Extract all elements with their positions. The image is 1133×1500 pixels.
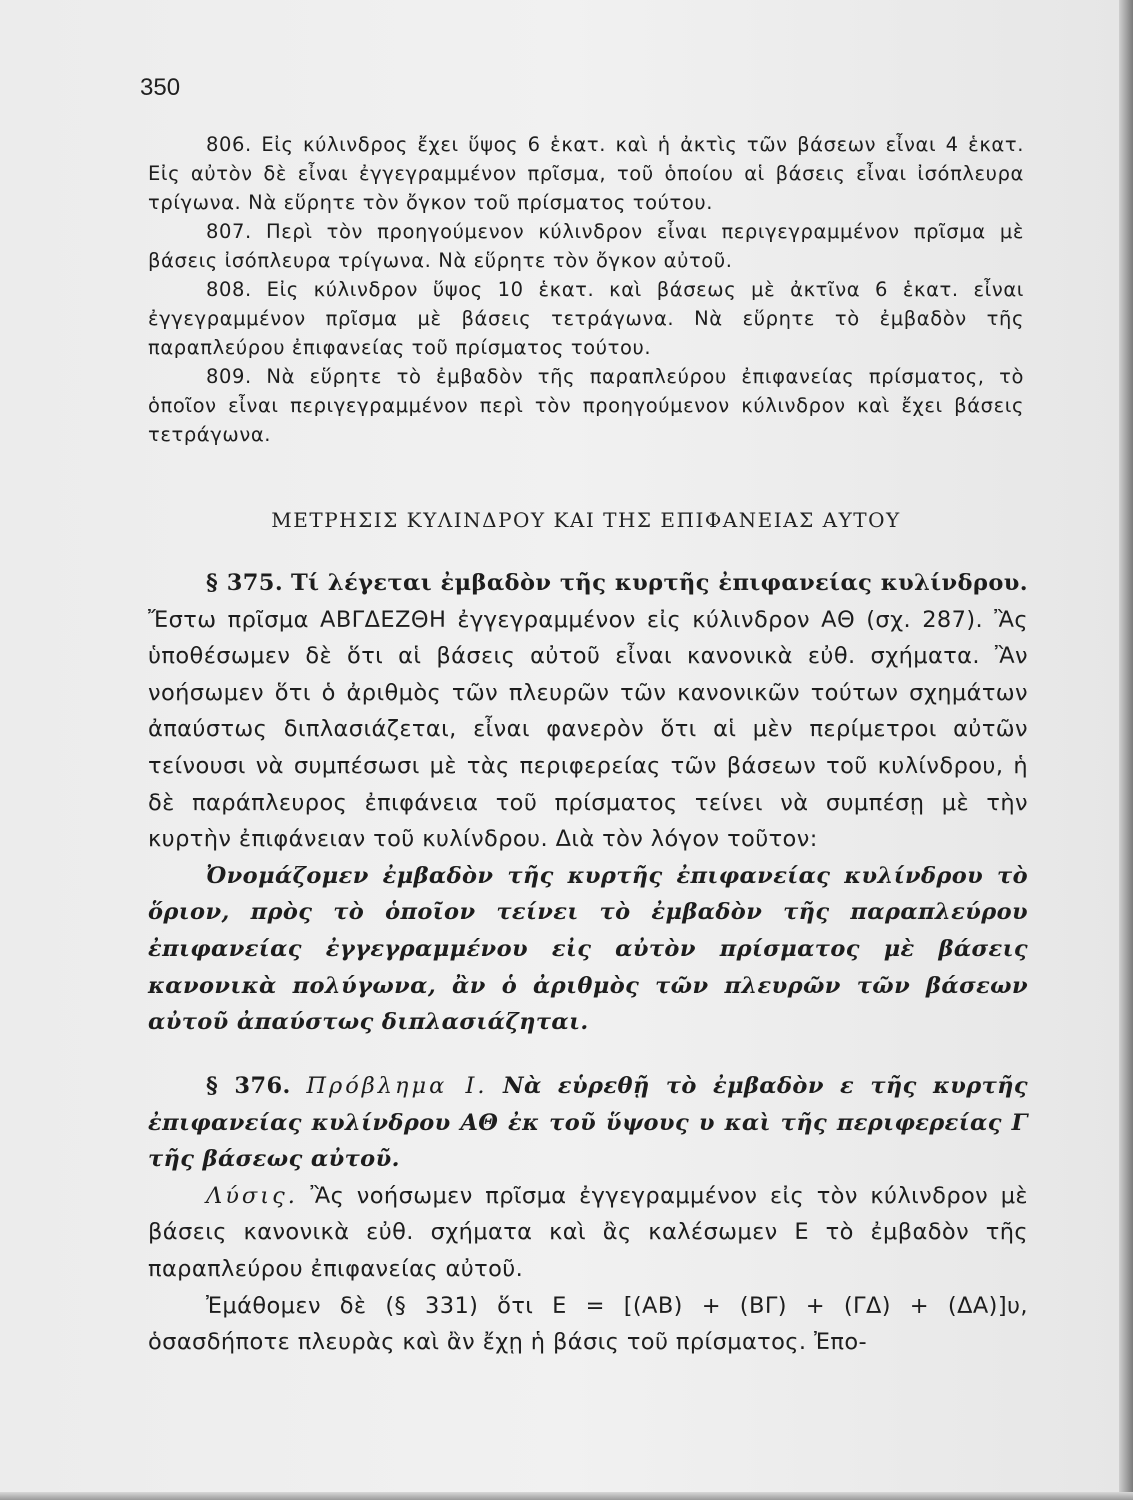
exercise-807: 807. Περὶ τὸν προηγούμενον κύλινδρον εἶναι περιγεγραμμένον πρῖσμα μὲ βάσεις ἰσόπλευρα τρίγωνα. Νὰ εὕρητε τὸν ὄγκον αὐτοῦ. bbox=[148, 220, 1024, 272]
section-375-number: § 375. bbox=[206, 570, 284, 596]
page-edge-right bbox=[1119, 0, 1133, 1500]
exercise-808: 808. Εἰς κύλινδρον ὕψος 10 ἑκατ. καὶ βάσεως μὲ ἀκτῖνα 6 ἑκατ. εἶναι ἐγγεγραμμένον πρῖσμα μὲ βάσεις τετράγωνα. Νὰ εὕρητε τὸ ἐμβαδὸν τῆς παραπλεύρου ἐπιφανείας τοῦ πρίσματος τούτου. bbox=[148, 278, 1024, 359]
problem-label: Πρόβλημα Ι. bbox=[306, 1073, 488, 1099]
exercises-block bbox=[148, 130, 1024, 449]
section-375-paragraph bbox=[148, 565, 1028, 858]
section-375-definition: Ὀνομάζομεν ἐμβαδὸν τῆς κυρτῆς ἐπιφανείας κυλίνδρου τὸ ὅριον, πρὸς τὸ ὁποῖον τείνει τὸ ἐμβαδὸν τῆς παραπλεύρου ἐπιφανείας ἐγγεγραμμένου εἰς αὐτὸν πρίσματος μὲ βάσεις κανονικὰ πολύγωνα, ἂν ὁ ἀριθμὸς τῶν πλευρῶν τῶν βάσεων αὐτοῦ ἀπαύστως διπλασιάζηται. bbox=[148, 862, 1028, 1036]
section-376-number: § 376. bbox=[206, 1073, 291, 1099]
exercise-809: 809. Νὰ εὕρητε τὸ ἐμβαδὸν τῆς παραπλεύρου ἐπιφανείας πρίσματος, τὸ ὁποῖον εἶναι περιγεγραμμένον περὶ τὸν προηγούμενον κύλινδρον καὶ ἔχει βάσεις τετράγωνα. bbox=[148, 365, 1024, 446]
section-375-body: Ἔστω πρῖσμα ΑΒΓΔΕΖΘΗ ἐγγεγραμμένον εἰς κύλινδρον ΑΘ (σχ. 287). Ἂς ὑποθέσωμεν δὲ ὅτι αἱ βάσεις αὐτοῦ εἶναι κανονικὰ εὐθ. σχήματα. Ἂν νοήσωμεν ὅτι ὁ ἀριθμὸς τῶν πλευρῶν τῶν κανονικῶν τούτων σχημάτων ἀπαύστως διπλασιάζεται, εἶναι φανερὸν ὅτι αἱ μὲν περίμετροι αὐτῶν τείνουσι νὰ συμπέσωσι μὲ τὰς περιφερείας τῶν βάσεων τοῦ κυλίνδρου, ἡ δὲ παράπλευρος ἐπιφάνεια τοῦ πρίσματος τείνει νὰ συμπέσῃ μὲ τὴν κυρτὴν ἐπιφάνειαν τοῦ κυλίνδρου. Διὰ τὸν λόγον τοῦτον: bbox=[148, 606, 1028, 853]
formula-paragraph: Ἐμάθομεν δὲ (§ 331) ὅτι Ε = [(ΑΒ) + (ΒΓ) + (ΓΔ) + (ΔΑ)]υ, ὁσασδήποτε πλευρὰς καὶ ἂν ἔχῃ ἡ βάσις τοῦ πρίσματος. Ἐπο- bbox=[148, 1292, 1028, 1356]
problem-statement: Νὰ εὑρεθῇ τὸ ἐμβαδὸν ε τῆς κυρτῆς ἐπιφανείας κυλίνδρου ΑΘ ἐκ τοῦ ὕψους υ καὶ τῆς περιφερείας Γ τῆς βάσεως αὐτοῦ. bbox=[148, 1073, 1028, 1173]
section-376-paragraph bbox=[148, 1068, 1028, 1178]
solution-paragraph bbox=[148, 1178, 1028, 1288]
exercise-806: 806. Εἰς κύλινδρος ἔχει ὕψος 6 ἑκατ. καὶ ἡ ἀκτὶς τῶν βάσεων εἶναι 4 ἑκατ. Εἰς αὐτὸν δὲ εἶναι ἐγγεγραμμένον πρῖσμα, τοῦ ὁποίου αἱ βάσεις εἶναι ἰσόπλευρα τρίγωνα. Νὰ εὕρητε τὸν ὄγκον τοῦ πρίσματος τούτου. bbox=[148, 133, 1024, 214]
section-heading: ΜΕΤΡΗΣΙΣ ΚΥΛΙΝΔΡΟΥ ΚΑΙ ΤΗΣ ΕΠΙΦΑΝΕΙΑΣ ΑΥΤΟΥ bbox=[271, 508, 901, 532]
section-375-title: Τί λέγεται ἐμβαδὸν τῆς κυρτῆς ἐπιφανείας κυλίνδρου. bbox=[290, 570, 1028, 596]
solution-text: Ἂς νοήσωμεν πρῖσμα ἐγγεγραμμένον εἰς τὸν κύλινδρον μὲ βάσεις κανονικὰ εὐθ. σχήματα καὶ ἂς καλέσωμεν Ε τὸ ἐμβαδὸν τῆς παραπλεύρου ἐπιφανείας αὐτοῦ. bbox=[148, 1182, 1028, 1282]
section-375 bbox=[148, 565, 1028, 1041]
solution-label: Λύσις. bbox=[206, 1182, 298, 1209]
page-edge-bottom bbox=[0, 1492, 1133, 1500]
page-number: 350 bbox=[140, 74, 181, 101]
section-376 bbox=[148, 1068, 1028, 1361]
